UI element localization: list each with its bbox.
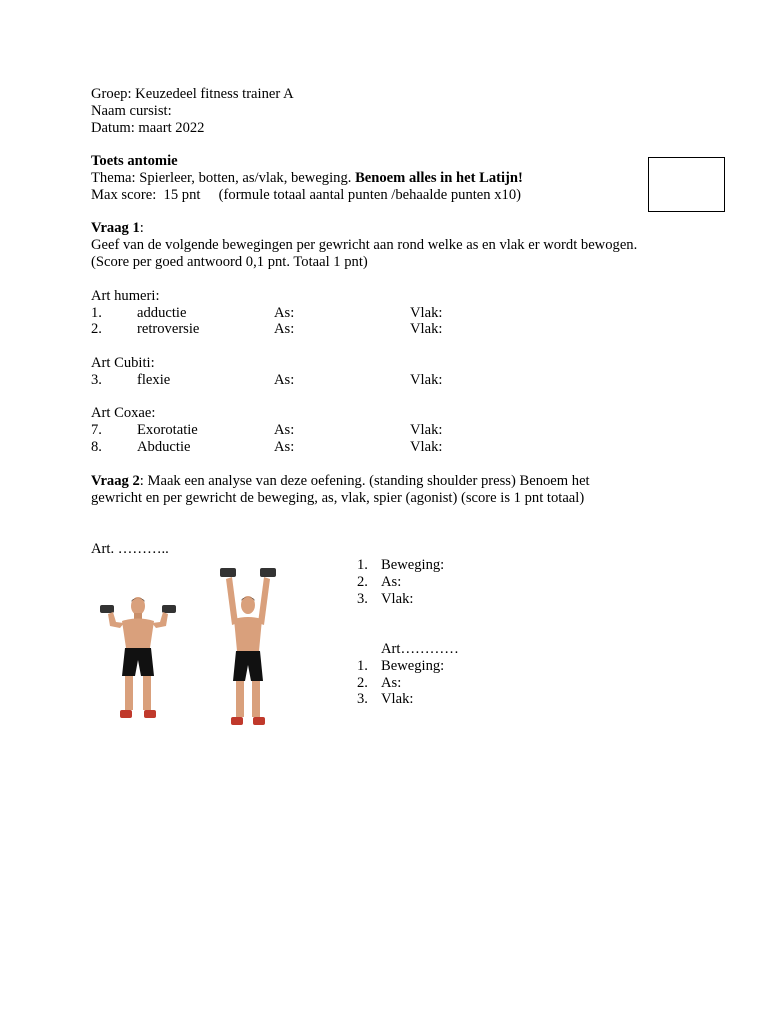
joint-group-title: Art Cubiti: — [91, 355, 155, 371]
question-1-score-note: (Score per goed antwoord 0,1 pnt. Totaal 1 pnt) — [91, 254, 368, 270]
plane-field-label: Vlak: — [410, 321, 443, 337]
axis-field-label: As: — [274, 422, 295, 438]
group-line: Groep: Keuzedeel fitness trainer A — [91, 86, 294, 102]
score-box — [648, 157, 725, 212]
movement-name: flexie — [137, 372, 171, 388]
question-1-colon: : — [139, 220, 144, 236]
movement-row — [0, 305, 768, 322]
list-number: 1. — [357, 557, 368, 573]
axis-field-label: As: — [274, 439, 295, 455]
list-number: 3. — [357, 691, 368, 707]
list-number: 3. — [357, 591, 368, 607]
joint-group-title: Art humeri: — [91, 288, 160, 304]
list-text: As: — [381, 675, 402, 691]
axis-field-label: As: — [274, 372, 295, 388]
question-1-heading — [91, 220, 144, 237]
list-text: Beweging: — [381, 658, 445, 674]
movement-name: Exorotatie — [137, 422, 198, 438]
person-shoulder-press-start-icon — [98, 592, 178, 730]
art-right-blank: Art………… — [381, 641, 459, 657]
list-text: Vlak: — [381, 591, 414, 607]
movement-row — [0, 372, 768, 389]
plane-field-label: Vlak: — [410, 422, 443, 438]
movement-name: Abductie — [137, 439, 191, 455]
plane-field-label: Vlak: — [410, 439, 443, 455]
list-number: 2. — [357, 574, 368, 590]
theme-line — [91, 170, 523, 187]
movement-name: retroversie — [137, 321, 200, 337]
question-2-text-continued: gewricht en per gewricht de beweging, as, vlak, spier (agonist) (score is 1 pnt totaal) — [91, 490, 585, 506]
list-text: As: — [381, 574, 402, 590]
list-text: Vlak: — [381, 691, 414, 707]
max-score-line: Max score: 15 pnt (formule totaal aantal punten /behaalde punten x10) — [91, 187, 521, 203]
test-title: Toets antomie — [91, 153, 178, 169]
list-number: 1. — [357, 658, 368, 674]
question-1-label: Vraag 1 — [91, 220, 140, 236]
date-line: Datum: maart 2022 — [91, 120, 205, 136]
movement-row — [0, 439, 768, 456]
list-item — [0, 557, 768, 574]
question-1-text: Geef van de volgende bewegingen per gewricht aan rond welke as en vlak er wordt bewogen. — [91, 237, 638, 253]
list-text: Beweging: — [381, 557, 445, 573]
question-2-label: Vraag 2 — [91, 473, 140, 489]
list-number: 2. — [357, 675, 368, 691]
plane-field-label: Vlak: — [410, 305, 443, 321]
axis-field-label: As: — [274, 305, 295, 321]
theme-bold-instruction: Benoem alles in het Latijn! — [355, 170, 523, 186]
art-left-blank: Art. ……….. — [91, 541, 169, 557]
question-2-heading — [91, 473, 590, 490]
theme-text: Thema: Spierleer, botten, as/vlak, beweging. — [91, 170, 356, 186]
movement-name: adductie — [137, 305, 187, 321]
row-number: 2. — [91, 321, 102, 337]
movement-row — [0, 321, 768, 338]
person-shoulder-press-end-icon — [218, 565, 278, 731]
student-name-line: Naam cursist: — [91, 103, 172, 119]
row-number: 1. — [91, 305, 102, 321]
row-number: 7. — [91, 422, 102, 438]
row-number: 3. — [91, 372, 102, 388]
question-2-text: : Maak een analyse van deze oefening. (standing shoulder press) Benoem het — [139, 473, 590, 489]
row-number: 8. — [91, 439, 102, 455]
movement-row — [0, 422, 768, 439]
list-item — [0, 574, 768, 591]
plane-field-label: Vlak: — [410, 372, 443, 388]
axis-field-label: As: — [274, 321, 295, 337]
joint-group-title: Art Coxae: — [91, 405, 156, 421]
